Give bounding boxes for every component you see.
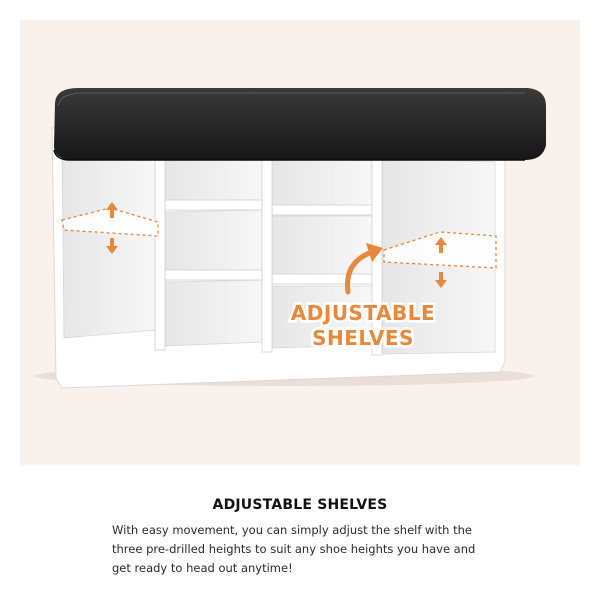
badge-line-1: ADJUSTABLE xyxy=(290,301,436,325)
product-image xyxy=(20,20,580,465)
cubby-cl-bot xyxy=(165,280,262,346)
cubby-left-tall xyxy=(62,140,155,338)
cubby-cr-mid xyxy=(272,216,372,276)
cubby-cl-mid xyxy=(165,210,262,272)
adjustable-shelves-badge xyxy=(268,298,458,358)
badge-line-2: SHELVES xyxy=(312,326,414,350)
section-description: With easy movement, you can simply adjust the shelf with the three pre-drilled heights to suit any shoe heights you have and get ready to head out anytime! xyxy=(112,523,476,575)
seat-cushion xyxy=(54,88,546,160)
section-heading: ADJUSTABLE SHELVES xyxy=(212,497,388,513)
